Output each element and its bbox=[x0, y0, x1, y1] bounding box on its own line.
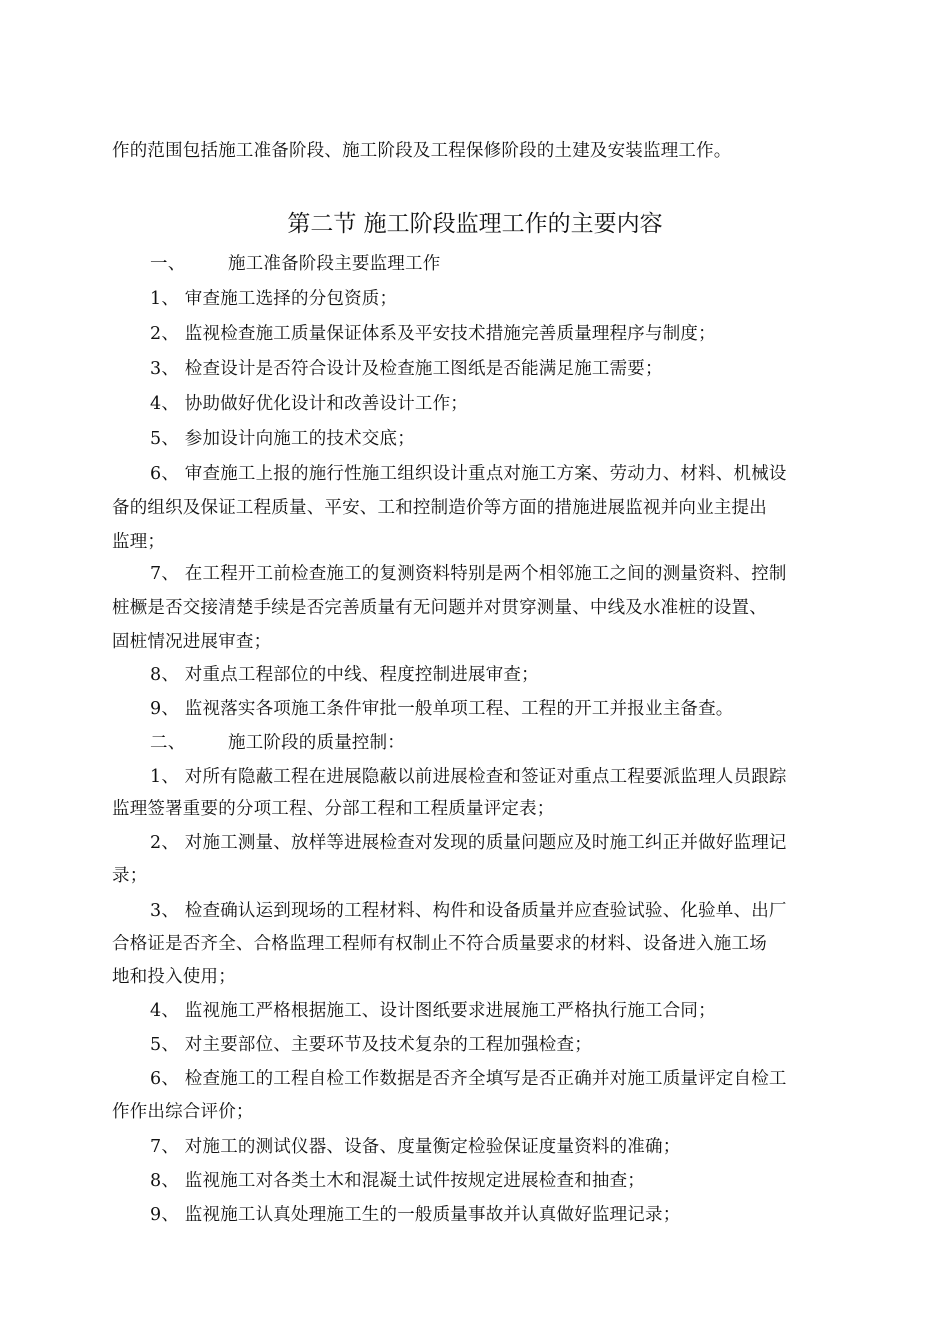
part1-item-6-line-3: 监理； bbox=[112, 532, 166, 552]
part2-heading bbox=[150, 731, 405, 755]
part2-item-4: 4、 监视施工严格根据施工、设计图纸要求进展施工严格执行施工合同； bbox=[150, 1001, 716, 1021]
part1-heading-text: 施工准备阶段主要监理工作 bbox=[228, 254, 441, 274]
part1-number: 一、 bbox=[150, 254, 186, 274]
part1-item-7-line-3: 固桩情况进展审查； bbox=[112, 632, 272, 652]
part1-item-7-line-1: 7、 在工程开工前检查施工的复测资料特别是两个相邻施工之间的测量资料、控制 bbox=[150, 564, 787, 584]
part1-item-3: 3、 检查设计是否符合设计及检查施工图纸是否能满足施工需要； bbox=[150, 359, 663, 379]
part2-item-2-line-1: 2、 对施工测量、放样等进展检查对发现的质量问题应及时施工纠正并做好监理记 bbox=[150, 833, 787, 853]
part2-item-2-line-2: 录； bbox=[112, 866, 148, 886]
part2-item-6-line-2: 作作出综合评价； bbox=[112, 1102, 254, 1122]
part1-item-2: 2、 监视检查施工质量保证体系及平安技术措施完善质量理程序与制度； bbox=[150, 324, 716, 344]
part2-item-3-line-3: 地和投入使用； bbox=[112, 967, 236, 987]
part1-item-9: 9、 监视落实各项施工条件审批一般单项工程、工程的开工并报业主备查。 bbox=[150, 699, 734, 719]
intro-continuation: 作的范围包括施工准备阶段、施工阶段及工程保修阶段的土建及安装监理工作。 bbox=[112, 141, 732, 161]
part1-item-8: 8、 对重点工程部位的中线、程度控制进展审查； bbox=[150, 665, 539, 685]
part2-item-3-line-1: 3、 检查确认运到现场的工程材料、构件和设备质量并应查验试验、化验单、出厂 bbox=[150, 901, 787, 921]
part1-item-4: 4、 协助做好优化设计和改善设计工作； bbox=[150, 394, 468, 414]
part1-item-6-line-2: 备的组织及保证工程质量、平安、工和控制造价等方面的措施进展监视并向业主提出 bbox=[112, 498, 767, 518]
part2-item-8: 8、 监视施工对各类土木和混凝土试件按规定进展检查和抽查； bbox=[150, 1171, 645, 1191]
part2-number: 二、 bbox=[150, 733, 186, 753]
part2-item-6-line-1: 6、 检查施工的工程自检工作数据是否齐全填写是否正确并对施工质量评定自检工 bbox=[150, 1069, 787, 1089]
section-title: 第二节 施工阶段监理工作的主要内容 bbox=[287, 211, 663, 237]
part1-item-5: 5、 参加设计向施工的技术交底； bbox=[150, 429, 415, 449]
part2-item-5: 5、 对主要部位、主要环节及技术复杂的工程加强检查； bbox=[150, 1035, 592, 1055]
part1-item-1: 1、 审查施工选择的分包资质； bbox=[150, 289, 398, 309]
part2-item-7: 7、 对施工的测试仪器、设备、度量衡定检验保证度量资料的准确； bbox=[150, 1137, 681, 1157]
part2-item-3-line-2: 合格证是否齐全、合格监理工程师有权制止不符合质量要求的材料、设备进入施工场 bbox=[112, 934, 767, 954]
part1-item-6-line-1: 6、 审查施工上报的施行性施工组织设计重点对施工方案、劳动力、材料、机械设 bbox=[150, 464, 787, 484]
part2-heading-text: 施工阶段的质量控制： bbox=[228, 733, 405, 753]
part2-item-1-line-2: 监理签署重要的分项工程、分部工程和工程质量评定表； bbox=[112, 799, 555, 819]
part2-item-1-line-1: 1、 对所有隐蔽工程在进展隐蔽以前进展检查和签证对重点工程要派监理人员跟踪 bbox=[150, 767, 787, 787]
part1-item-7-line-2: 桩橛是否交接清楚手续是否完善质量有无问题并对贯穿测量、中线及水准桩的设置、 bbox=[112, 598, 767, 618]
part1-heading bbox=[150, 252, 440, 276]
part2-item-9: 9、 监视施工认真处理施工生的一般质量事故并认真做好监理记录； bbox=[150, 1205, 681, 1225]
